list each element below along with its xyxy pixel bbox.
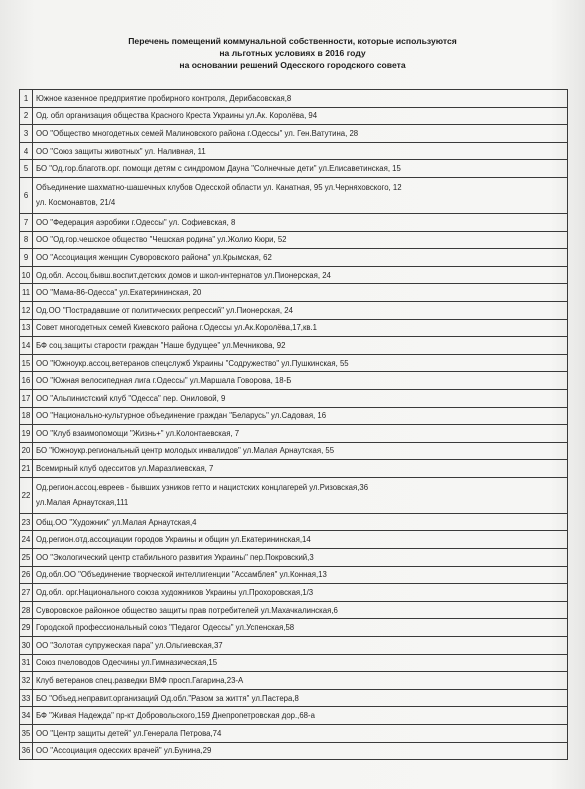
table-row <box>20 513 568 531</box>
table-row <box>20 477 568 513</box>
table-row <box>20 90 568 108</box>
table-row <box>20 354 568 372</box>
row-number: 14 <box>20 337 33 355</box>
row-number: 21 <box>20 460 33 478</box>
row-number: 12 <box>20 301 33 319</box>
row-number: 18 <box>20 407 33 425</box>
heading-line-2: на льготных условиях в 2016 году <box>219 48 366 58</box>
table-row <box>20 231 568 249</box>
table-row <box>20 337 568 355</box>
row-organization: Од.обл. Ассоц.бывш.воспит.детских домов и школ-интернатов ул.Пионерская, 24 <box>33 266 568 284</box>
row-number: 2 <box>20 107 33 125</box>
row-number: 23 <box>20 513 33 531</box>
row-number: 30 <box>20 637 33 655</box>
table-row <box>20 654 568 672</box>
row-number: 1 <box>20 90 33 108</box>
heading-line-3: на основании решений Одесского городского совета <box>179 60 406 70</box>
row-organization: ОО "Центр защиты детей" ул.Генерала Петрова,74 <box>33 725 568 743</box>
table-row <box>20 442 568 460</box>
table-row <box>20 284 568 302</box>
table-row <box>20 549 568 567</box>
table-row <box>20 372 568 390</box>
row-number: 29 <box>20 619 33 637</box>
row-number: 9 <box>20 249 33 267</box>
row-number: 10 <box>20 266 33 284</box>
row-organization: Суворовское районное общество защиты прав потребителей ул.Махачкалинская,6 <box>33 601 568 619</box>
row-organization: БФ "Живая Надежда" пр-кт Добровольского,159 Днепропетровская дор.,68-а <box>33 707 568 725</box>
row-organization: БО "Од.гор.благотв.орг. помощи детям с синдромом Дауна "Солнечные дети" ул.Елисаветинская, 15 <box>33 160 568 178</box>
row-organization-line-2: ул.Малая Арнаутская,111 <box>36 498 129 508</box>
table-row <box>20 584 568 602</box>
row-number: 34 <box>20 707 33 725</box>
row-number: 36 <box>20 742 33 760</box>
row-number: 33 <box>20 689 33 707</box>
table-row <box>20 742 568 760</box>
row-organization: ОО "Союз защиты животных" ул. Наливная, 11 <box>33 142 568 160</box>
row-organization-line-2: ул. Космонавтов, 21/4 <box>36 198 116 208</box>
row-number: 17 <box>20 389 33 407</box>
table-row <box>20 125 568 143</box>
table-row <box>20 637 568 655</box>
row-organization: Союз пчеловодов Одесчины ул.Гимназическая,15 <box>33 654 568 672</box>
document-heading <box>0 35 585 71</box>
row-organization: Од.обл.ОО "Объединение творческой интеллигенции "Ассамблея" ул.Конная,13 <box>33 566 568 584</box>
row-organization: ОО "Од.гор.чешское общество "Чешская родина" ул.Жолио Кюри, 52 <box>33 231 568 249</box>
table-row <box>20 725 568 743</box>
row-number: 7 <box>20 213 33 231</box>
row-number: 22 <box>20 477 33 513</box>
table-row <box>20 107 568 125</box>
row-number: 27 <box>20 584 33 602</box>
row-organization: ОО "Клуб взаимопомощи "Жизнь+" ул.Колонтаевская, 7 <box>33 425 568 443</box>
table-row <box>20 142 568 160</box>
row-organization: ОО "Альпинистский клуб "Одесса" пер. Ониловой, 9 <box>33 389 568 407</box>
row-organization: ОО "Золотая супружеская пара" ул.Ольгиевская,37 <box>33 637 568 655</box>
row-number: 26 <box>20 566 33 584</box>
table-row <box>20 707 568 725</box>
row-organization <box>33 477 568 513</box>
table-row <box>20 460 568 478</box>
row-organization: БО "Объед.неправит.организаций Од.обл."Разом за життя" ул.Пастера,8 <box>33 689 568 707</box>
row-organization-line-1: Объединение шахматно-шашечных клубов Одесской области ул. Канатная, 95 ул.Черняховского, 12 <box>36 183 402 193</box>
row-number: 28 <box>20 601 33 619</box>
row-number: 5 <box>20 160 33 178</box>
row-number: 15 <box>20 354 33 372</box>
row-organization: ОО "Южная велосипедная лига г.Одессы" ул.Маршала Говорова, 18-Б <box>33 372 568 390</box>
row-number: 16 <box>20 372 33 390</box>
table-row <box>20 160 568 178</box>
row-organization: Од.регион.отд.ассоциации городов Украины и общин ул.Екатерининская,14 <box>33 531 568 549</box>
row-organization: ОО "Национально-культурное объединение граждан "Беларусь" ул.Садовая, 16 <box>33 407 568 425</box>
row-organization: Од.обл. орг.Национального союза художников Украины ул.Прохоровская,1/3 <box>33 584 568 602</box>
row-number: 4 <box>20 142 33 160</box>
row-number: 11 <box>20 284 33 302</box>
row-organization: БО "Южноукр.региональный центр молодых инвалидов" ул.Малая Арнаутская, 55 <box>33 442 568 460</box>
table-row <box>20 566 568 584</box>
row-organization-line-1: Од.регион.ассоц.евреев - бывших узников гетто и нацистских концлагерей ул.Ризовская,36 <box>36 483 369 493</box>
row-organization: Од. обл организация общества Красного Креста Украины ул.Ак. Королёва, 94 <box>33 107 568 125</box>
table-row <box>20 319 568 337</box>
row-number: 35 <box>20 725 33 743</box>
row-organization: ОО "Ассоциация женщин Суворовского района" ул.Крымская, 62 <box>33 249 568 267</box>
row-organization: ОО "Федерация аэробики г.Одессы" ул. Софиевская, 8 <box>33 213 568 231</box>
row-organization: ОО "Экологический центр стабильного развития Украины" пер.Покровский,3 <box>33 549 568 567</box>
row-organization: Южное казенное предприятие пробирного контроля, Дерибасовская,8 <box>33 90 568 108</box>
row-organization: ОО "Общество многодетных семей Малиновского района г.Одессы" ул. Ген.Ватутина, 28 <box>33 125 568 143</box>
row-organization: ОО "Южноукр.ассоц.ветеранов спецслужб Украины "Содружество" ул.Пушкинская, 55 <box>33 354 568 372</box>
table-row <box>20 301 568 319</box>
table-row <box>20 407 568 425</box>
row-organization: Совет многодетных семей Киевского района г.Одессы ул.Ак.Королёва,17,кв.1 <box>33 319 568 337</box>
row-number: 24 <box>20 531 33 549</box>
table-row <box>20 266 568 284</box>
table-row <box>20 249 568 267</box>
row-organization: Городской профессиональный союз "Педагог Одессы" ул.Успенская,58 <box>33 619 568 637</box>
row-number: 8 <box>20 231 33 249</box>
row-number: 13 <box>20 319 33 337</box>
row-organization <box>33 177 568 213</box>
row-organization: Од.ОО "Пострадавшие от политических репрессий" ул.Пионерская, 24 <box>33 301 568 319</box>
row-number: 19 <box>20 425 33 443</box>
table-row <box>20 389 568 407</box>
row-number: 3 <box>20 125 33 143</box>
row-organization: ОО "Мама-86-Одесса" ул.Екатерининская, 20 <box>33 284 568 302</box>
table-row <box>20 689 568 707</box>
table-row <box>20 425 568 443</box>
table-row <box>20 601 568 619</box>
row-number: 20 <box>20 442 33 460</box>
row-organization: Всемирный клуб одесситов ул.Маразлиевская, 7 <box>33 460 568 478</box>
premises-table <box>19 89 568 760</box>
row-organization: Клуб ветеранов спец.разведки ВМФ просп.Гагарина,23-А <box>33 672 568 690</box>
table-row <box>20 177 568 213</box>
table-row <box>20 672 568 690</box>
table-row <box>20 531 568 549</box>
row-number: 25 <box>20 549 33 567</box>
heading-line-1: Перечень помещений коммунальной собственности, которые используются <box>128 36 457 46</box>
row-number: 6 <box>20 177 33 213</box>
row-organization: Общ.ОО "Художник" ул.Малая Арнаутская,4 <box>33 513 568 531</box>
row-organization: ОО "Ассоциация одесских врачей" ул.Бунина,29 <box>33 742 568 760</box>
row-organization: БФ соц.защиты старости граждан "Наше будущее" ул.Мечникова, 92 <box>33 337 568 355</box>
row-number: 32 <box>20 672 33 690</box>
table-row <box>20 213 568 231</box>
row-number: 31 <box>20 654 33 672</box>
table-row <box>20 619 568 637</box>
